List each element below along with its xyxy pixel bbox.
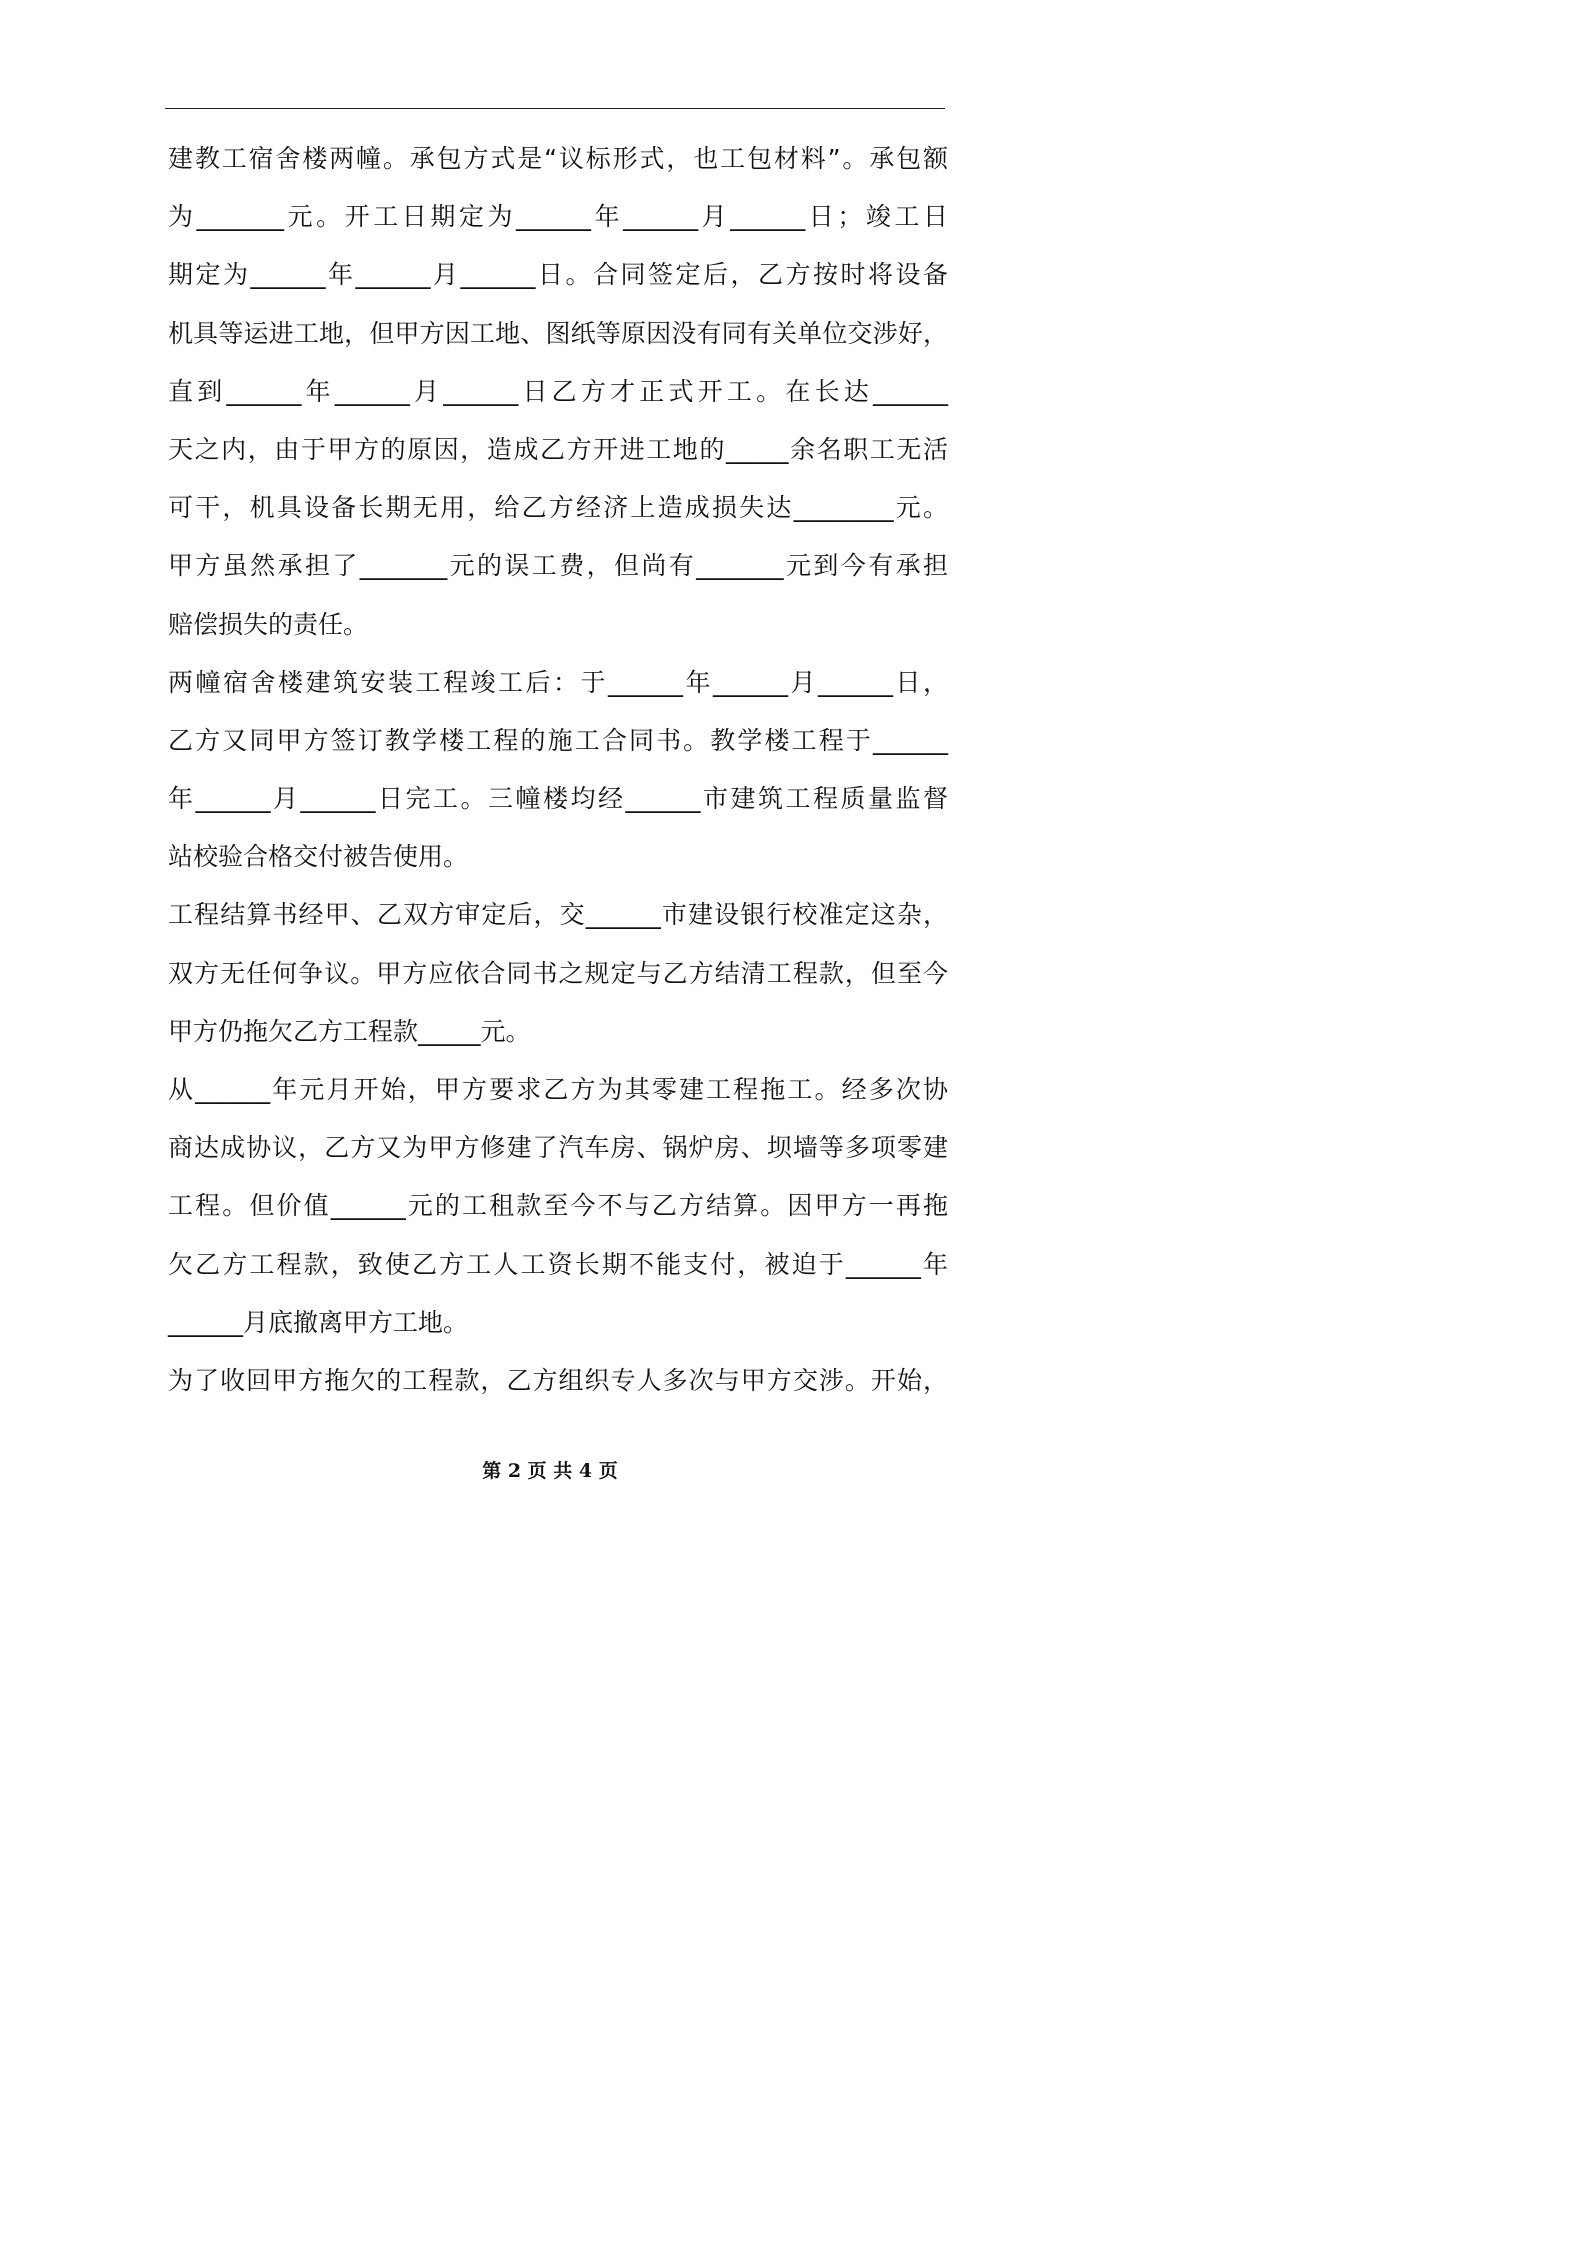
- paragraph: [168, 886, 948, 1061]
- text-line: 商达成协议，乙方又为甲方修建了汽车房、锅炉房、坝墙等多项零建: [168, 1133, 948, 1163]
- text-line: 双方无任何争议。甲方应依合同书之规定与乙方结清工程款，但至今: [168, 958, 948, 988]
- header-rule: [165, 108, 945, 109]
- text-line: 站校验合格交付被告使用。: [168, 842, 469, 872]
- body-text: [168, 130, 948, 1410]
- page-number-footer: 第 2 页 共 4 页: [482, 1460, 618, 1482]
- text-line: 工程结算书经甲、乙双方审定后，交______市建设银行校准定这杂，: [168, 900, 948, 930]
- text-line: 为_______元。开工日期定为______年______月______日；竣工日: [168, 202, 948, 232]
- text-line: 从______年元月开始，甲方要求乙方为其零建工程拖工。经多次协: [168, 1075, 948, 1104]
- text-line: 期定为______年______月______日。合同签定后，乙方按时将设备: [168, 260, 948, 290]
- text-line: 建教工宿舍楼两幢。承包方式是“议标形式，也工包材料”。承包额: [168, 144, 948, 173]
- text-line: 甲方虽然承担了_______元的误工费，但尚有_______元到今有承担: [168, 551, 948, 581]
- document-page: [0, 0, 1100, 1556]
- text-line: 甲方仍拖欠乙方工程款_____元。: [168, 1016, 531, 1046]
- text-line: 年______月______日完工。三幢楼均经______市建筑工程质量监督: [168, 784, 948, 814]
- text-line: 赔偿损失的责任。: [168, 609, 369, 639]
- text-line: 两幢宿舍楼建筑安装工程竣工后：于______年______月______日，: [168, 667, 948, 697]
- text-line: ______月底撤离甲方工地。: [168, 1307, 469, 1337]
- paragraph: [168, 130, 948, 654]
- text-line: 乙方又同甲方签订教学楼工程的施工合同书。教学楼工程于______: [168, 725, 948, 755]
- paragraph: [168, 1061, 948, 1352]
- text-line: 天之内，由于甲方的原因，造成乙方开进工地的_____余名职工无活: [168, 434, 948, 464]
- text-line: 工程。但价值______元的工租款至今不与乙方结算。因甲方一再拖: [168, 1191, 948, 1221]
- text-line: 可干，机具设备长期无用，给乙方经济上造成损失达________元。: [168, 493, 948, 523]
- text-line: 为了收回甲方拖欠的工程款，乙方组织专人多次与甲方交涉。开始，: [168, 1365, 948, 1395]
- paragraph: [168, 654, 948, 887]
- text-line: 欠乙方工程款，致使乙方工人工资长期不能支付，被迫于______年: [168, 1249, 948, 1279]
- text-line: 直到______年______月______日乙方才正式开工。在长达______: [168, 376, 948, 406]
- paragraph: [168, 1352, 948, 1410]
- text-line: 机具等运进工地，但甲方因工地、图纸等原因没有同有关单位交涉好，: [168, 318, 948, 348]
